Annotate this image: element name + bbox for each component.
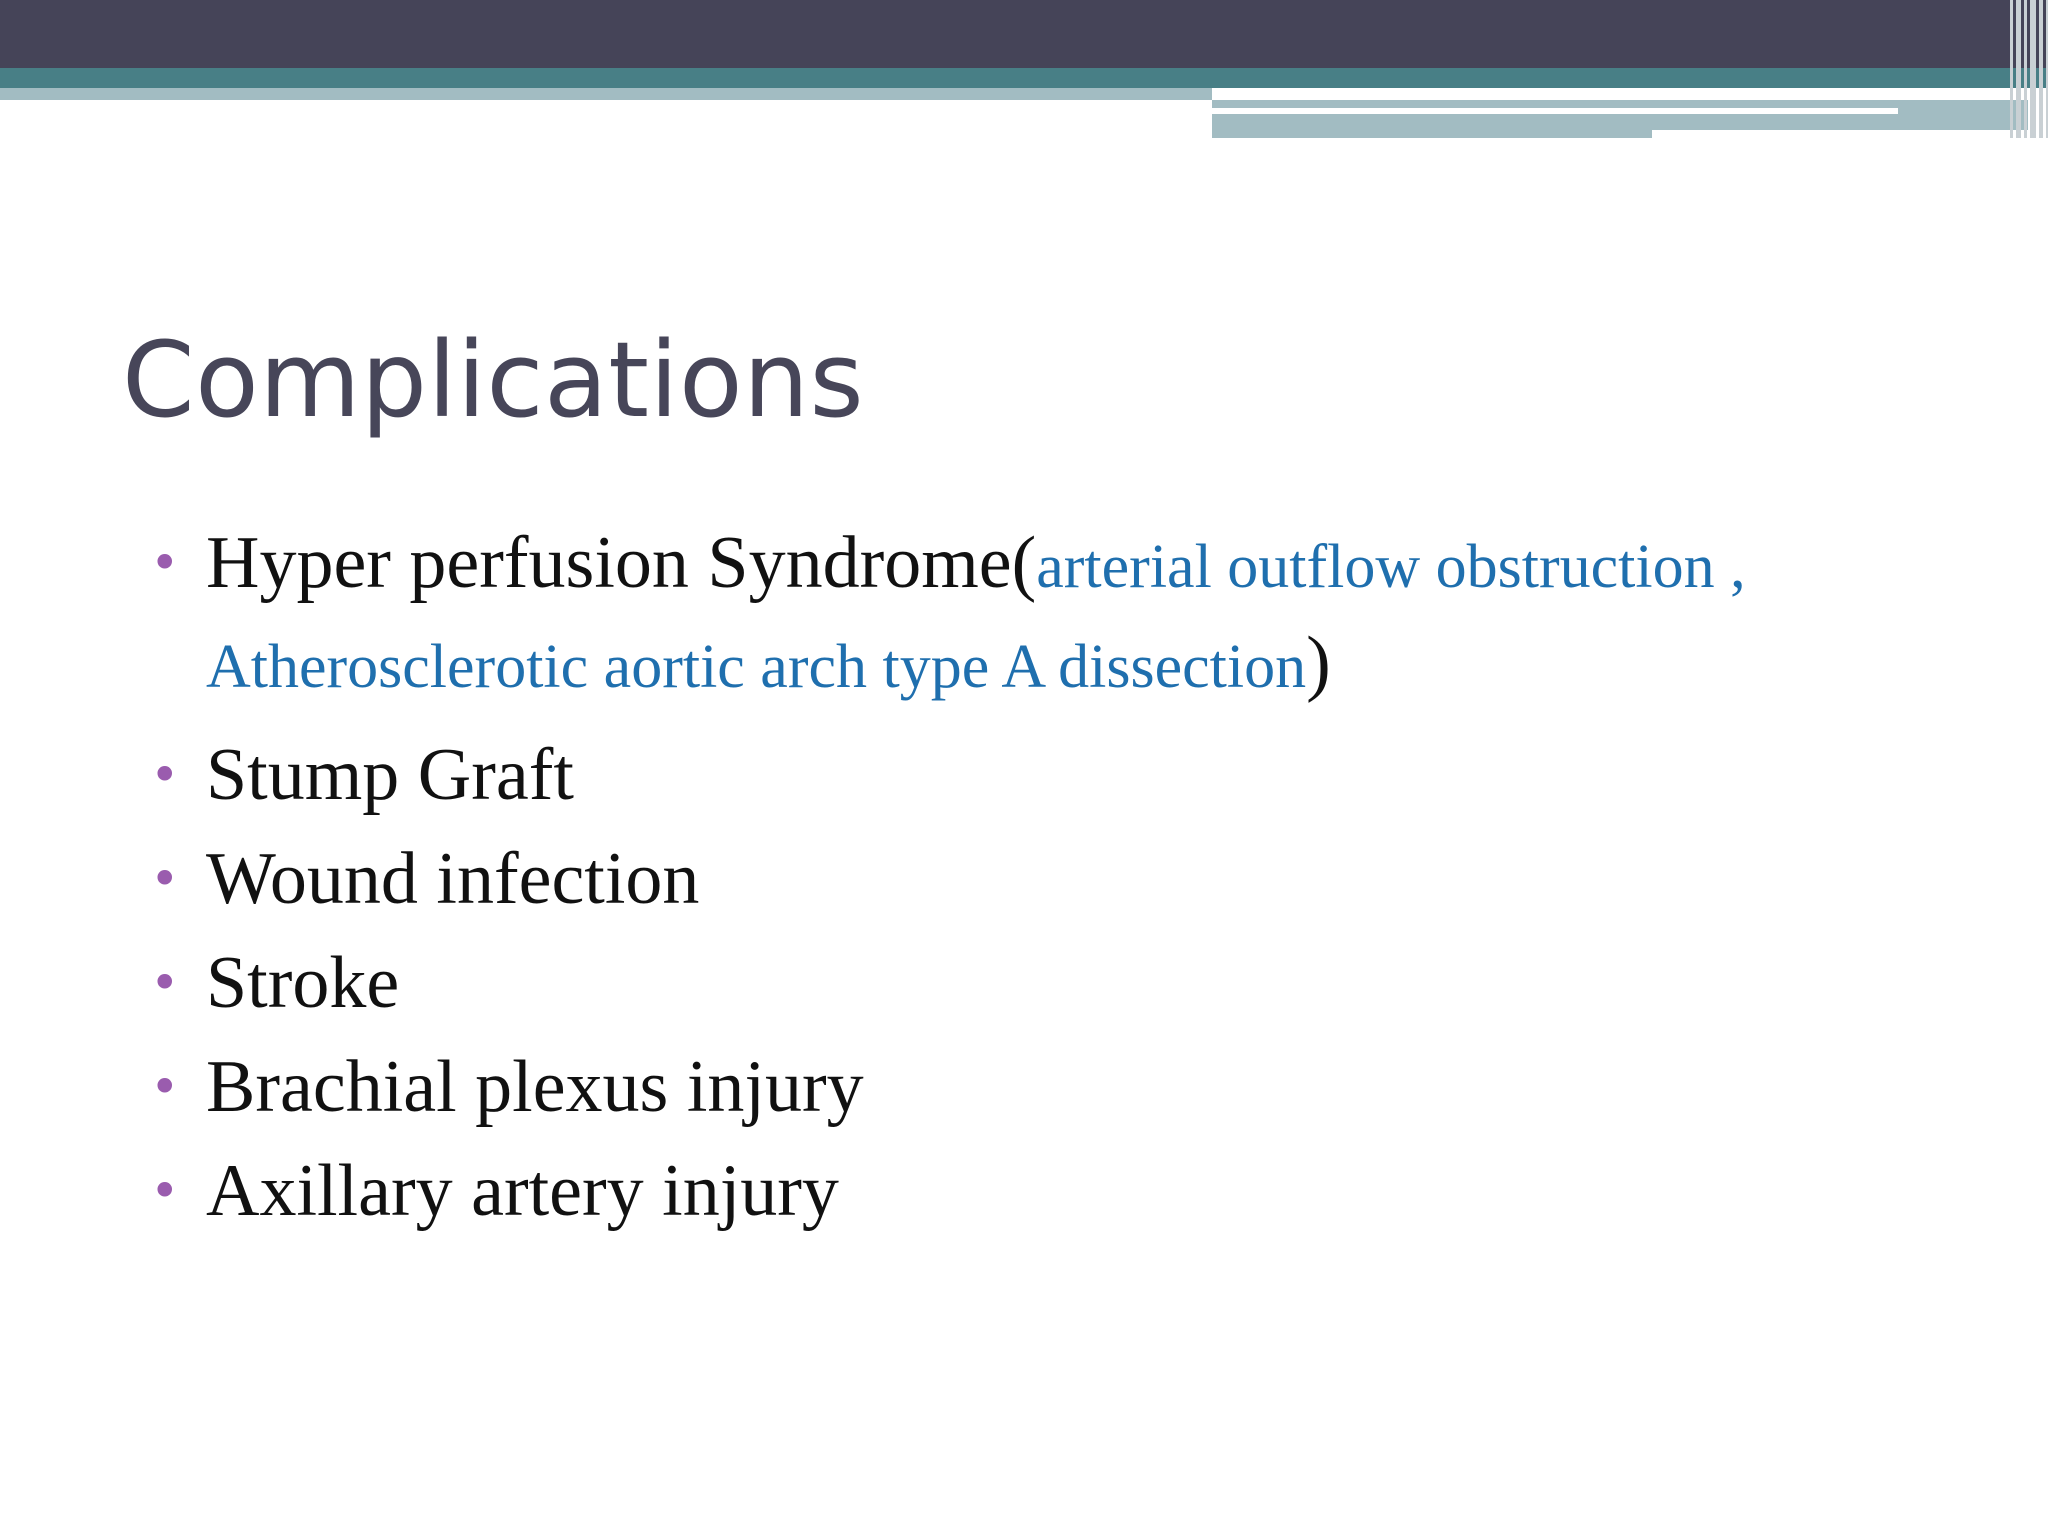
bullet-close-paren: ) <box>1306 622 1331 704</box>
header-accent-line <box>1212 108 1898 114</box>
bullet-icon: • <box>150 1162 180 1220</box>
bullet-icon: • <box>150 954 180 1012</box>
bullet-main-text: Hyper perfusion Syndrome( <box>206 522 1037 604</box>
header-band-light <box>0 88 1212 100</box>
list-item <box>150 1035 2010 1139</box>
header-accent-line <box>1652 130 2028 138</box>
list-item <box>150 1139 2010 1243</box>
list-item <box>150 827 2010 931</box>
header-band-dark <box>0 0 2048 68</box>
bullet-main-text: Brachial plexus injury <box>206 1046 864 1128</box>
bullet-icon: • <box>150 1058 180 1116</box>
slide-title: Complications <box>122 319 865 441</box>
bullet-icon: • <box>150 746 180 804</box>
bullet-main-text: Stump Graft <box>206 734 574 816</box>
bullet-main-text: Wound infection <box>206 838 700 920</box>
header-band-teal <box>0 68 2048 88</box>
list-item <box>150 931 2010 1035</box>
list-item <box>150 723 2010 827</box>
bullet-list <box>150 515 2010 1243</box>
list-item <box>150 515 2010 715</box>
bullet-icon: • <box>150 534 180 592</box>
bullet-main-text: Stroke <box>206 942 400 1024</box>
bullet-icon: • <box>150 850 180 908</box>
bullet-detail-text: arterial outflow obstruction , Atherosclerotic aortic arch type A dissection <box>206 533 1746 701</box>
bullet-main-text: Axillary artery injury <box>206 1150 839 1232</box>
header-stripes <box>1988 0 2048 138</box>
